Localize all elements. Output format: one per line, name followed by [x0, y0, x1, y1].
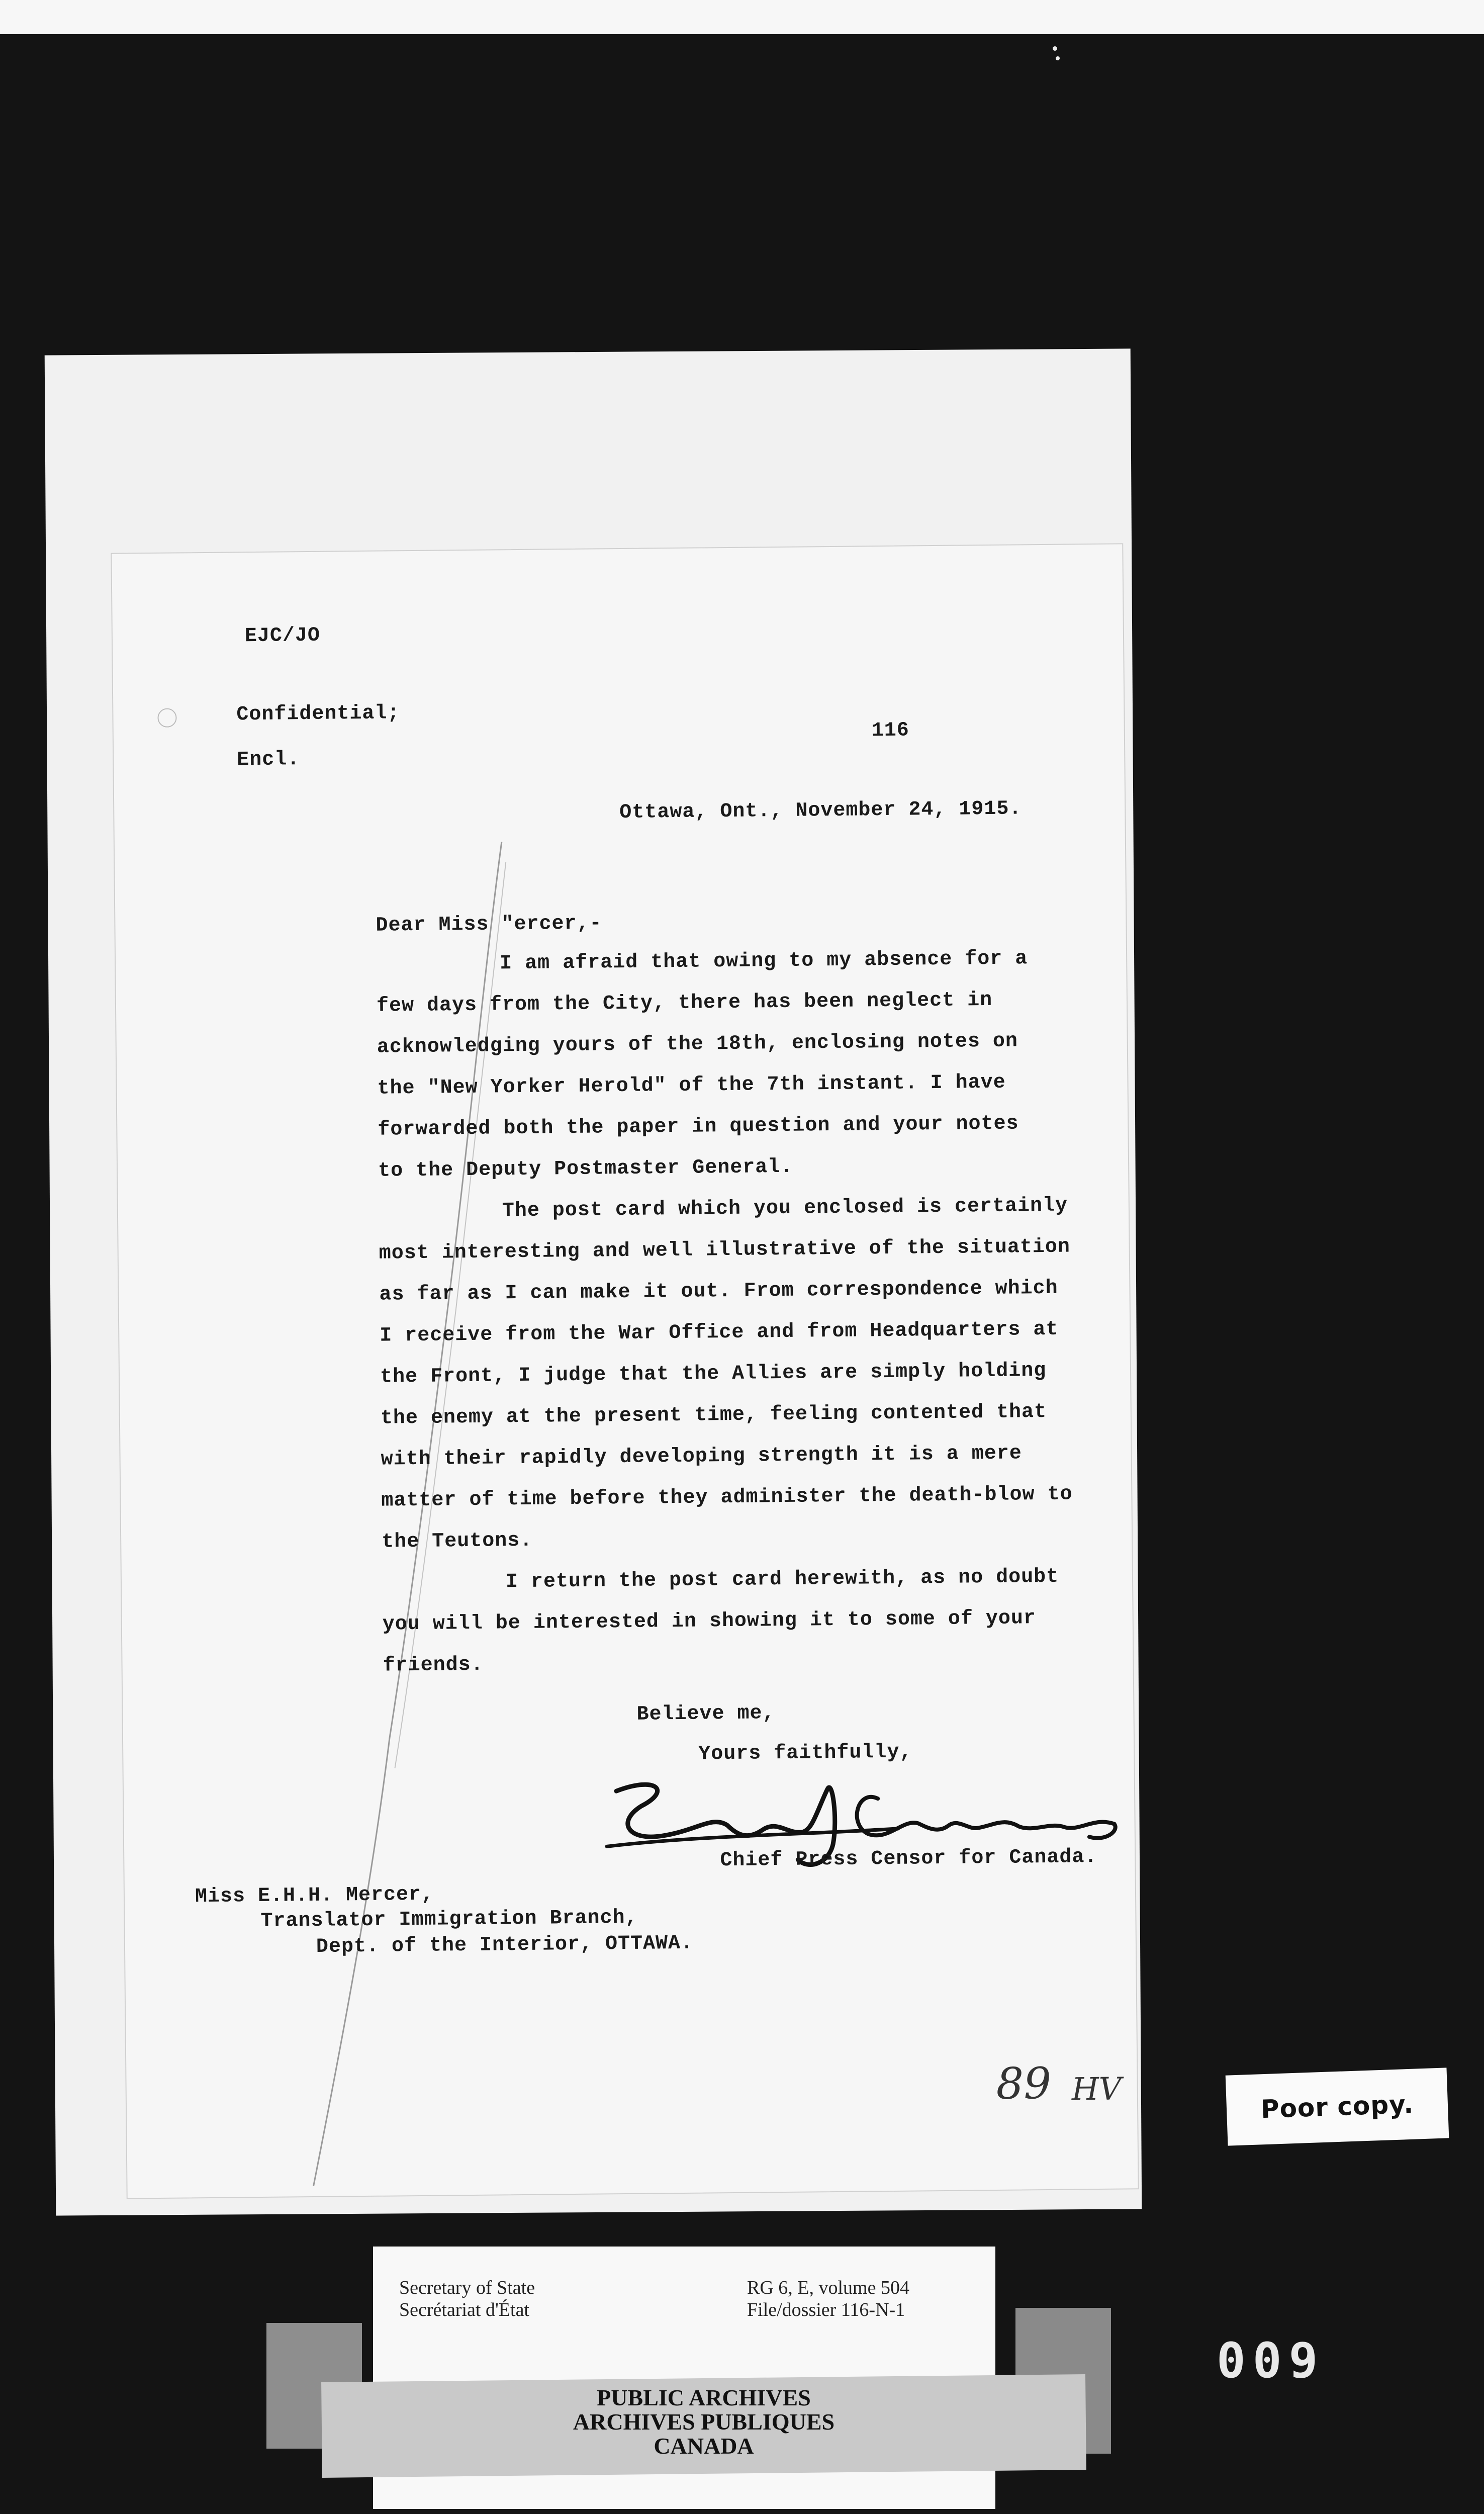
body-line: I receive from the War Office and from Headquarters at — [380, 1318, 1059, 1348]
archive-reference — [747, 2277, 909, 2321]
body-line: you will be interested in showing it to some of your — [382, 1607, 1037, 1636]
poor-copy-text: Poor copy. — [1260, 2089, 1415, 2124]
body-line: as far as I can make it out. From correspondence which — [379, 1277, 1058, 1306]
reference-code: EJC/JO — [244, 624, 321, 648]
scan-speck — [1056, 56, 1060, 60]
body-line: I return the post card herewith, as no doubt — [505, 1565, 1059, 1594]
body-line: few days from the City, there has been neglect in — [376, 989, 993, 1018]
punch-hole — [157, 708, 176, 727]
recipient-name: Miss E.H.H. Mercer, — [195, 1883, 434, 1909]
archives-country: CANADA — [654, 2433, 754, 2459]
body-line: I am afraid that owing to my absence for a — [499, 947, 1028, 975]
recipient-line-3: Dept. of the Interior, OTTAWA. — [316, 1932, 694, 1958]
body-line: the Teutons. — [382, 1529, 533, 1554]
body-line: the enemy at the present time, feeling contented that — [380, 1400, 1047, 1430]
archives-fr: ARCHIVES PUBLIQUES — [573, 2409, 835, 2435]
body-line: with their rapidly developing strength it is a mere — [381, 1442, 1023, 1471]
body-line: forwarded both the paper in question and your notes — [378, 1112, 1019, 1141]
body-line: to the Deputy Postmaster General. — [378, 1155, 793, 1183]
body-line: acknowledging yours of the 18th, enclosing notes on — [377, 1030, 1018, 1059]
scan-top-band — [0, 0, 1484, 34]
enclosure-label: Encl. — [237, 748, 300, 772]
body-line: the "New Yorker Herold" of the 7th instant. I have — [377, 1071, 1006, 1100]
department-en: Secretary of State — [399, 2277, 535, 2298]
archives-stamp — [483, 2386, 925, 2458]
department-names — [399, 2277, 535, 2321]
body-line: friends. — [383, 1653, 484, 1677]
place-date: Ottawa, Ont., November 24, 1915. — [619, 797, 1022, 825]
scan-speck — [1053, 46, 1057, 51]
closing-faithfully: Yours faithfully, — [698, 1741, 912, 1766]
poor-copy-sticker — [1226, 2068, 1449, 2145]
archive-volume: RG 6, E, volume 504 — [747, 2277, 909, 2298]
confidential-label: Confidential; — [236, 702, 400, 727]
archives-en: PUBLIC ARCHIVES — [597, 2385, 811, 2410]
recipient-line-2: Translator Immigration Branch, — [260, 1906, 638, 1933]
signature-title: Chief Press Censor for Canada. — [720, 1846, 1097, 1872]
archive-file: File/dossier 116-N-1 — [747, 2299, 905, 2320]
handwritten-folio-number: 89 — [996, 2058, 1052, 2109]
salutation: Dear Miss "ercer,- — [376, 912, 602, 937]
typed-letter — [111, 543, 1139, 2199]
body-line: The post card which you enclosed is certainly — [502, 1194, 1068, 1223]
department-fr: Secrétariat d'État — [399, 2299, 529, 2320]
handwritten-initials: HV — [1071, 2070, 1122, 2108]
body-line: matter of time before they administer the death-blow to — [381, 1483, 1073, 1512]
frame-counter: 009 — [1217, 2332, 1325, 2389]
page-number: 116 — [871, 719, 910, 743]
body-line: the Front, I judge that the Allies are simply holding — [380, 1359, 1047, 1389]
body-line: most interesting and well illustrative of the situation — [379, 1235, 1071, 1265]
closing-believe: Believe me, — [636, 1702, 775, 1726]
